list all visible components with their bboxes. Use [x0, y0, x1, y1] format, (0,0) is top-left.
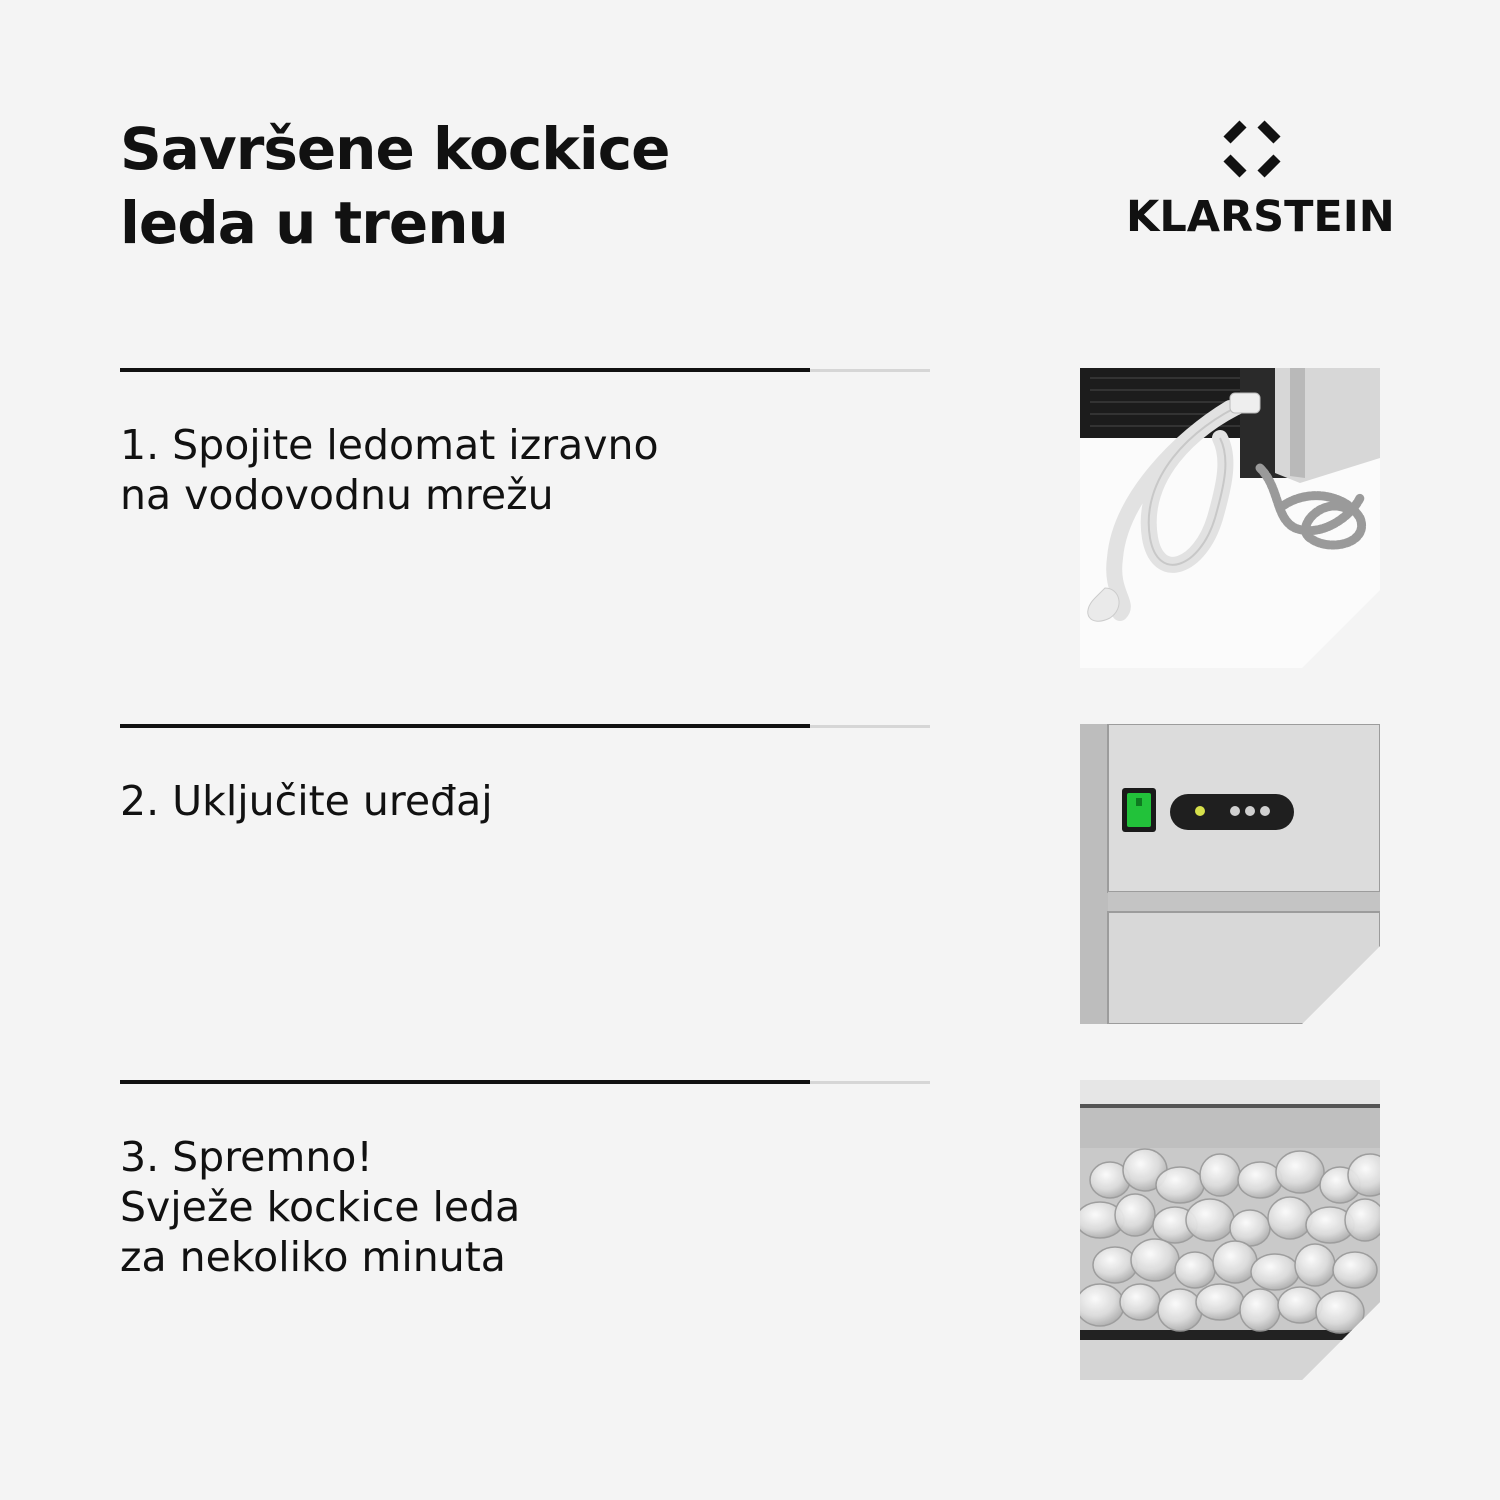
ice-cube-shape	[1175, 1252, 1215, 1288]
headline	[120, 112, 669, 260]
step-3-progress-track	[810, 1081, 930, 1084]
step-2-line-1: 2. Uključite uređaj	[120, 777, 493, 825]
step-2-text	[120, 776, 960, 826]
step-1-line-2: na vodovodnu mrežu	[120, 471, 554, 519]
ice-cube-shape	[1278, 1287, 1322, 1323]
step-2-progress-track	[810, 725, 930, 728]
brand-name: KLARSTEIN	[1126, 192, 1395, 242]
ice-cube-shape	[1200, 1154, 1240, 1196]
step-1-text	[120, 420, 960, 520]
ice-cube-shape	[1251, 1254, 1299, 1290]
step-3-text	[120, 1132, 960, 1282]
headline-line-2: leda u trenu	[120, 189, 508, 257]
control-panel-power-switch-photo	[1080, 724, 1380, 1024]
ice-cube-shape	[1345, 1199, 1380, 1241]
step-3-progress-bar	[120, 1080, 810, 1084]
ice-cube-shape	[1158, 1289, 1202, 1331]
ice-cube-shape	[1120, 1284, 1160, 1320]
step-1-line-1: 1. Spojite ledomat izravno	[120, 421, 659, 469]
water-hose-connection-photo	[1080, 368, 1380, 668]
step-3-line-3: za nekoliko minuta	[120, 1233, 506, 1281]
ice-cube-shape	[1186, 1199, 1234, 1241]
ice-cube-shape	[1268, 1197, 1312, 1239]
ice-cube-shape	[1238, 1162, 1282, 1198]
klarstein-diamond-logo-icon	[1221, 118, 1283, 180]
step-1-progress-track	[810, 369, 930, 372]
brand-logo	[1126, 118, 1395, 242]
step-1-progress-bar	[120, 368, 810, 372]
ice-cube-shape	[1115, 1194, 1155, 1236]
step-3-line-2: Svježe kockice leda	[120, 1183, 521, 1231]
ice-cube-shape	[1080, 1284, 1124, 1326]
ice-cube-shape	[1295, 1244, 1335, 1286]
step-1	[120, 368, 1382, 668]
step-2-progress-bar	[120, 724, 810, 728]
step-3	[120, 1080, 1382, 1380]
ice-cube-shape	[1156, 1167, 1204, 1203]
ice-cube-shape	[1131, 1239, 1179, 1281]
ice-cube-shape	[1196, 1284, 1244, 1320]
ice-cube-shape	[1093, 1247, 1137, 1283]
ice-cube-shape	[1213, 1241, 1257, 1283]
step-3-line-1: 3. Spremno!	[120, 1133, 373, 1181]
headline-line-1: Savršene kockice	[120, 115, 670, 183]
ice-cube-shape	[1316, 1291, 1364, 1333]
ice-cubes-basket-photo	[1080, 1080, 1380, 1380]
ice-cube-shape	[1240, 1289, 1280, 1331]
ice-cube-shape	[1276, 1151, 1324, 1193]
step-2	[120, 724, 1382, 1024]
ice-cube-shape	[1333, 1252, 1377, 1288]
